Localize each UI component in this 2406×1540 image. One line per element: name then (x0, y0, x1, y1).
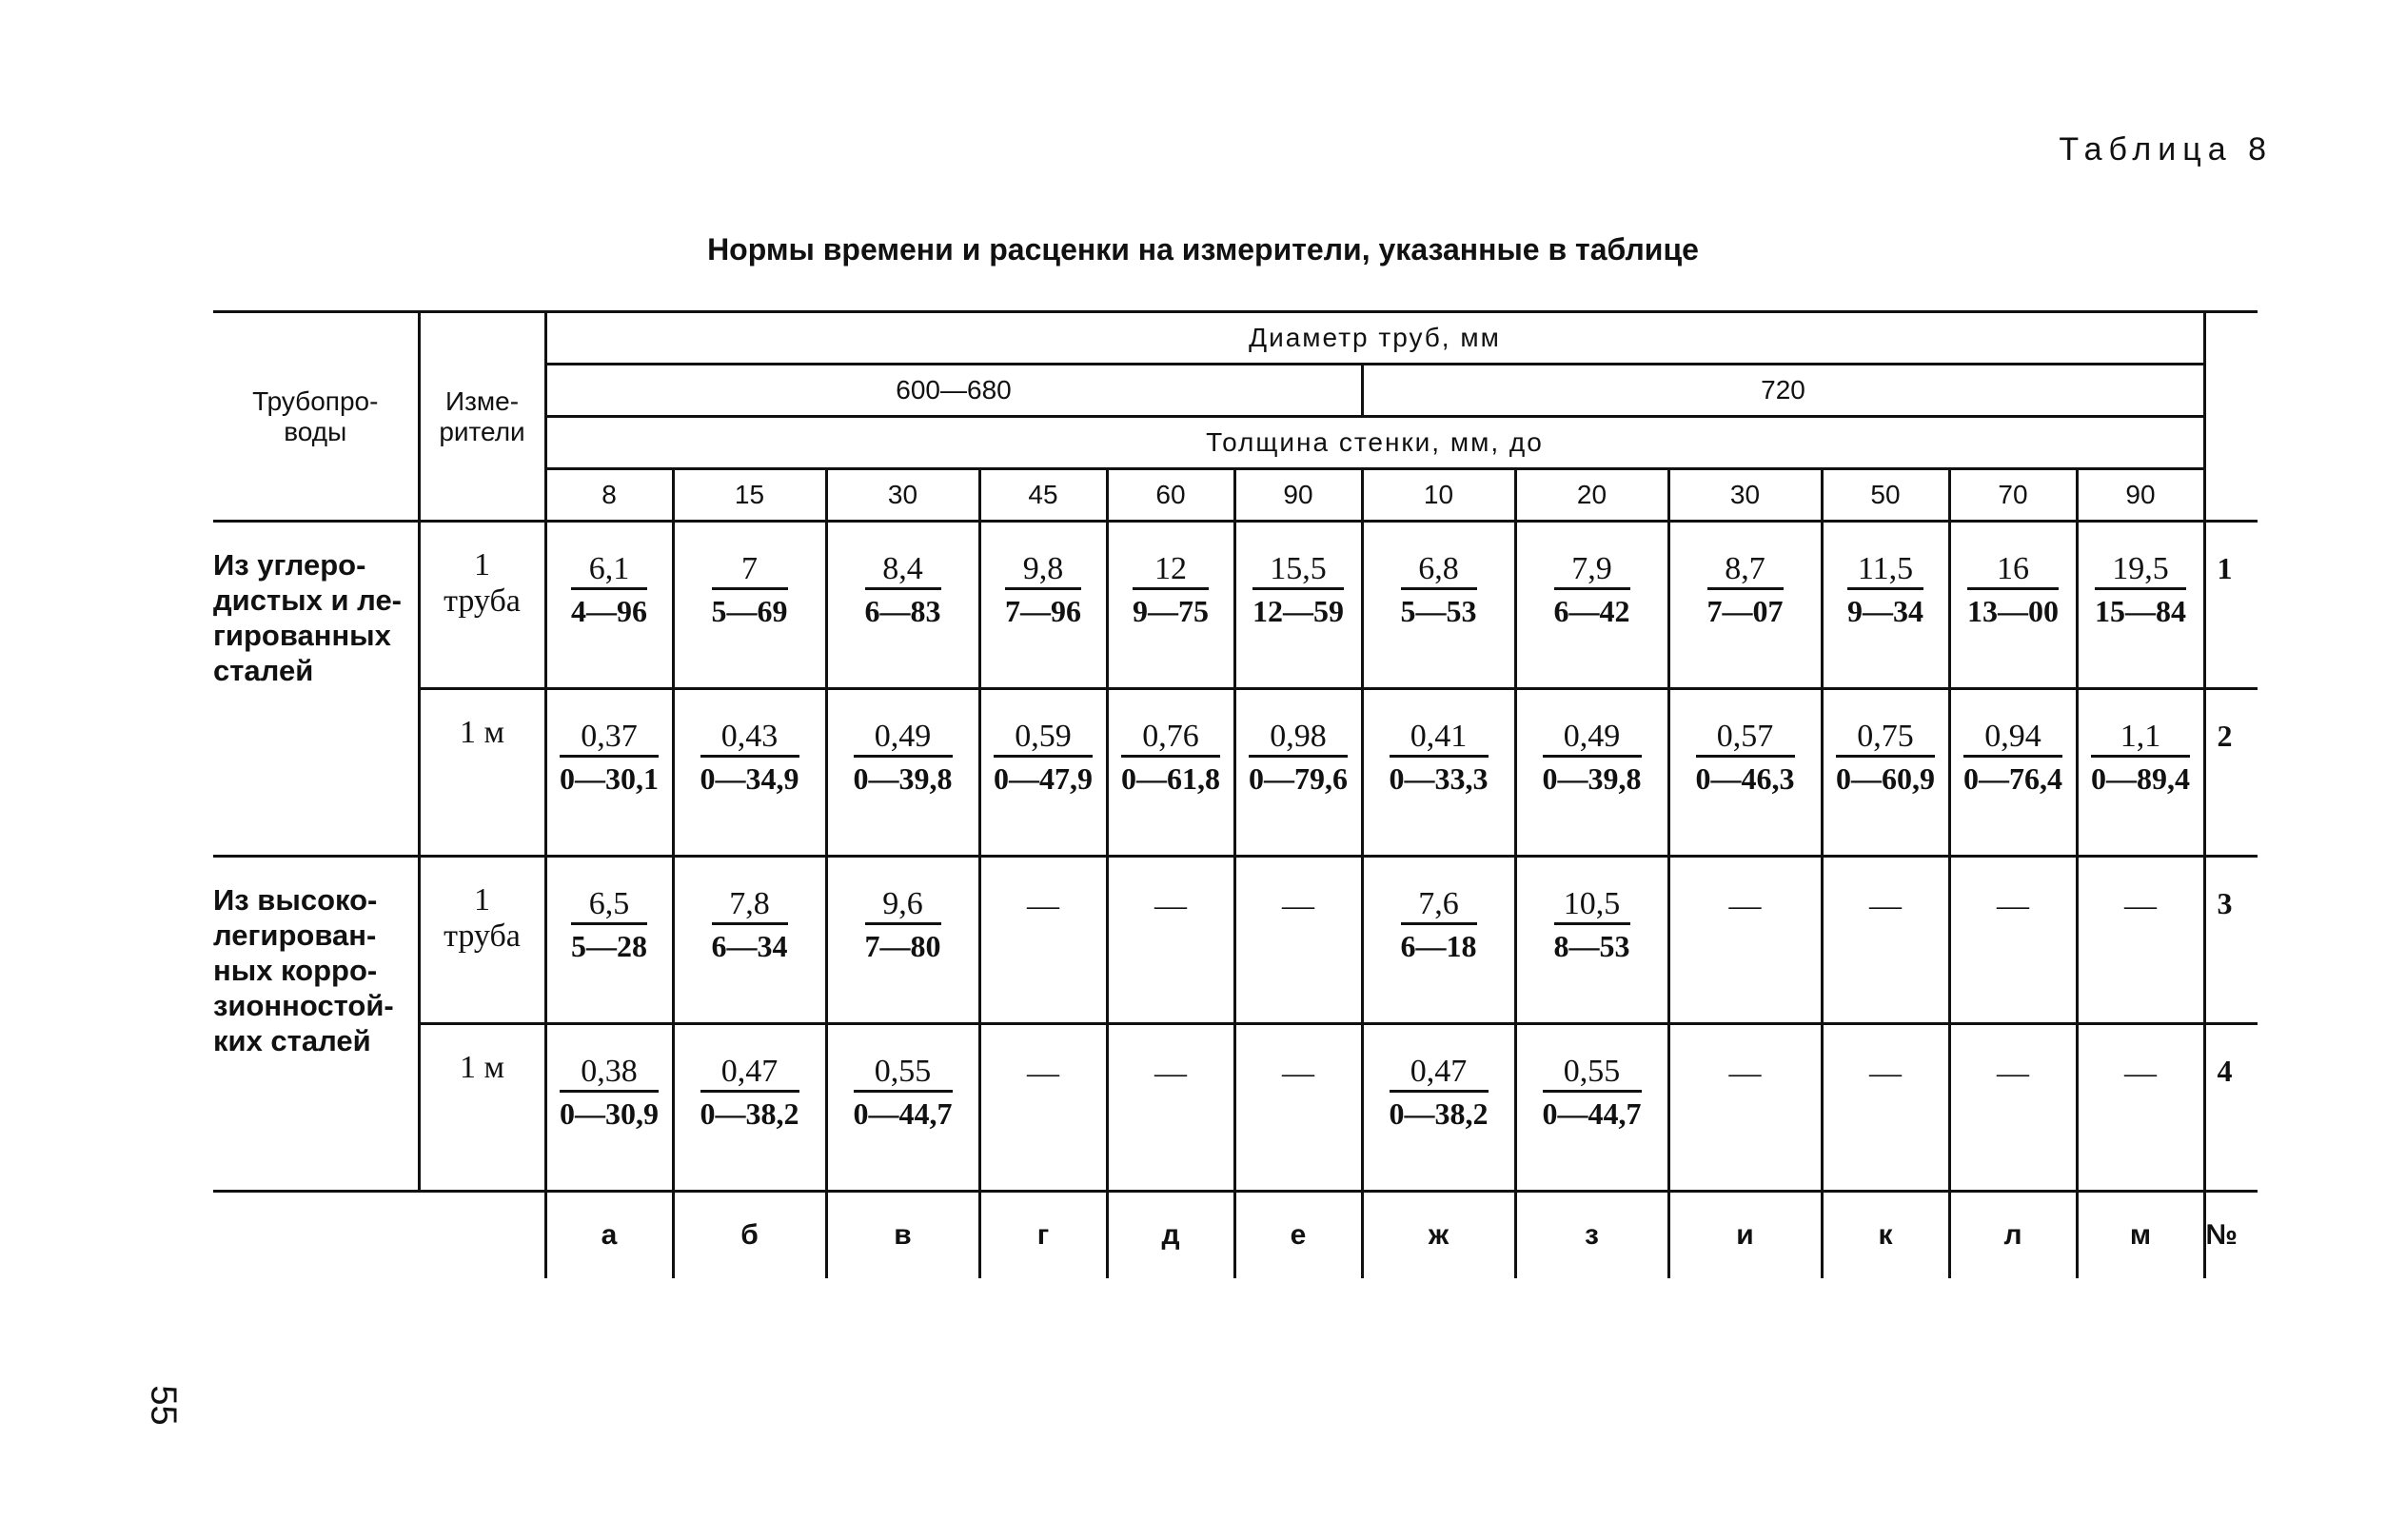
page-number: 55 (143, 1385, 184, 1426)
price-value: 5—69 (711, 594, 788, 628)
table-row (213, 689, 2258, 857)
header-row-1 (213, 312, 2258, 365)
time-norm-fraction (854, 1054, 953, 1135)
price-value: 15—84 (2095, 594, 2186, 628)
no-value-dash: — (1728, 888, 1762, 923)
value-cell (1668, 1024, 1822, 1192)
measure-cell: 1 м (419, 689, 545, 857)
time-norm-fraction (1836, 719, 1935, 800)
time-norm-value: 8,7 (1707, 551, 1784, 590)
time-norm-value: 16 (1967, 551, 2059, 590)
column-letter-cell: а (545, 1192, 673, 1279)
time-norm-value: 0,41 (1390, 719, 1489, 758)
thickness-header-cell: 8 (545, 469, 673, 522)
column-letter-cell: к (1822, 1192, 1949, 1279)
value-cell (1362, 857, 1515, 1024)
time-norm-fraction (712, 886, 788, 967)
column-letter-cell: л (1949, 1192, 2077, 1279)
time-norm-value: 6,8 (1401, 551, 1477, 590)
value-cell (1234, 689, 1362, 857)
price-value: 0—44,7 (1542, 1096, 1642, 1131)
value-cell (1515, 689, 1668, 857)
no-value-dash: — (1997, 1056, 2029, 1091)
header-wall-thickness: Толщина стенки, мм, до (545, 417, 2204, 469)
price-value: 4—96 (571, 594, 647, 628)
price-value: 13—00 (1967, 594, 2059, 628)
column-letter-cell: в (826, 1192, 979, 1279)
measure-cell: 1 м (419, 1024, 545, 1192)
time-norm-fraction (571, 551, 647, 632)
pipeline-type-cell: Из углеро- дистых и ле- гированных сталей (213, 522, 419, 857)
time-norm-value: 0,75 (1836, 719, 1935, 758)
price-value: 0—30,1 (560, 761, 659, 796)
price-value: 7—07 (1706, 594, 1784, 628)
header-num-column (2204, 312, 2258, 522)
time-norm-fraction (854, 719, 953, 800)
thickness-header-cell: 50 (1822, 469, 1949, 522)
value-cell (673, 857, 826, 1024)
time-norm-value: 7 (712, 551, 788, 590)
time-norm-value: 19,5 (2095, 551, 2186, 590)
time-norm-value: 0,47 (700, 1054, 799, 1093)
value-cell (545, 857, 673, 1024)
norms-table (213, 310, 2258, 1278)
column-letter-cell: б (673, 1192, 826, 1279)
header-pipelines (213, 312, 419, 522)
price-value: 7—80 (864, 929, 941, 963)
value-cell (1668, 689, 1822, 857)
price-value: 0—34,9 (700, 761, 799, 796)
value-cell (1107, 1024, 1234, 1192)
price-value: 0—39,8 (853, 761, 953, 796)
value-cell (1668, 857, 1822, 1024)
column-letter-cell: д (1107, 1192, 1234, 1279)
time-norm-value: 0,49 (1543, 719, 1642, 758)
time-norm-fraction (2091, 719, 2190, 800)
value-cell (1949, 689, 2077, 857)
price-value: 0—39,8 (1542, 761, 1642, 796)
time-norm-value: 0,37 (560, 719, 659, 758)
time-norm-value: 0,76 (1121, 719, 1220, 758)
value-cell (1822, 689, 1949, 857)
price-value: 0—38,2 (700, 1096, 799, 1131)
price-value: 0—30,9 (560, 1096, 659, 1131)
column-letter-cell: з (1515, 1192, 1668, 1279)
value-cell (1949, 522, 2077, 689)
value-cell (1234, 857, 1362, 1024)
time-norm-value: 15,5 (1252, 551, 1344, 590)
value-cell (2077, 689, 2204, 857)
time-norm-value: 7,6 (1401, 886, 1477, 925)
thickness-header-cell: 30 (1668, 469, 1822, 522)
time-norm-fraction (1543, 719, 1642, 800)
time-norm-fraction (571, 886, 647, 967)
value-cell (1515, 857, 1668, 1024)
no-value-dash: — (1154, 888, 1187, 923)
row-number-cell: 4 (2204, 1024, 2258, 1192)
row-number-cell: 3 (2204, 857, 2258, 1024)
time-norm-fraction (1252, 551, 1344, 632)
table-title: Нормы времени и расценки на измерители, указанные в таблице (707, 232, 1699, 267)
value-cell (673, 1024, 826, 1192)
thickness-header-cell: 70 (1949, 469, 2077, 522)
table-row (213, 1024, 2258, 1192)
column-letters-row (213, 1192, 2258, 1279)
value-cell (979, 522, 1107, 689)
header-diameter-600-680: 600—680 (545, 365, 1362, 417)
column-letter-cell: м (2077, 1192, 2204, 1279)
time-norm-fraction (1005, 551, 1081, 632)
no-value-dash: — (1154, 1056, 1187, 1091)
value-cell (2077, 857, 2204, 1024)
time-norm-fraction (1249, 719, 1348, 800)
time-norm-fraction (1543, 1054, 1642, 1135)
column-letter-cell: е (1234, 1192, 1362, 1279)
time-norm-fraction (1847, 551, 1923, 632)
price-value: 5—28 (571, 929, 647, 963)
no-value-dash: — (1997, 888, 2029, 923)
no-value-dash: — (1869, 1056, 1902, 1091)
value-cell (545, 1024, 673, 1192)
price-value: 9—75 (1133, 594, 1209, 628)
price-value: 5—53 (1400, 594, 1477, 628)
price-value: 0—33,3 (1389, 761, 1489, 796)
thickness-header-cell: 90 (1234, 469, 1362, 522)
time-norm-fraction (560, 719, 659, 800)
price-value: 0—61,8 (1121, 761, 1220, 796)
no-value-dash: — (1282, 888, 1314, 923)
value-cell (1668, 522, 1822, 689)
value-cell (1107, 522, 1234, 689)
time-norm-fraction (1707, 551, 1784, 632)
time-norm-fraction (1401, 551, 1477, 632)
thickness-header-cell: 90 (2077, 469, 2204, 522)
price-value: 0—46,3 (1695, 761, 1795, 796)
column-letter-cell: г (979, 1192, 1107, 1279)
value-cell (545, 522, 673, 689)
measure-cell: 1 труба (419, 522, 545, 689)
header-diameter: Диаметр труб, мм (545, 312, 2204, 365)
thickness-header-cell: 45 (979, 469, 1107, 522)
no-value-dash: — (2124, 888, 2157, 923)
price-value: 6—42 (1553, 594, 1630, 628)
no-value-dash: — (1869, 888, 1902, 923)
value-cell (1362, 1024, 1515, 1192)
time-norm-value: 0,59 (994, 719, 1093, 758)
header-measures-text: Изме- рители (439, 385, 525, 446)
no-value-dash: — (1728, 1056, 1762, 1091)
letters-row-spacer (213, 1192, 545, 1279)
time-norm-fraction (1963, 719, 2062, 800)
value-cell (1515, 1024, 1668, 1192)
price-value: 6—34 (711, 929, 788, 963)
price-value: 0—79,6 (1249, 761, 1348, 796)
time-norm-value: 6,5 (571, 886, 647, 925)
value-cell (979, 689, 1107, 857)
price-value: 0—60,9 (1836, 761, 1935, 796)
value-cell (1515, 522, 1668, 689)
time-norm-fraction (1696, 719, 1795, 800)
time-norm-value: 6,1 (571, 551, 647, 590)
value-cell (826, 522, 979, 689)
row-number-cell: 2 (2204, 689, 2258, 857)
value-cell (1822, 1024, 1949, 1192)
price-value: 6—18 (1400, 929, 1477, 963)
price-value: 12—59 (1252, 594, 1344, 628)
measure-cell: 1 труба (419, 857, 545, 1024)
price-value: 0—44,7 (853, 1096, 953, 1131)
value-cell (1362, 522, 1515, 689)
value-cell (1234, 522, 1362, 689)
time-norm-value: 0,47 (1390, 1054, 1489, 1093)
price-value: 8—53 (1553, 929, 1630, 963)
thickness-header-cell: 60 (1107, 469, 1234, 522)
time-norm-fraction (700, 719, 799, 800)
price-value: 0—47,9 (994, 761, 1093, 796)
price-value: 6—83 (864, 594, 941, 628)
no-value-dash: — (2124, 1056, 2157, 1091)
time-norm-value: 0,98 (1249, 719, 1348, 758)
time-norm-value: 9,6 (865, 886, 941, 925)
value-cell (826, 1024, 979, 1192)
value-cell (1107, 689, 1234, 857)
table-number-label: Таблица 8 (2059, 131, 2273, 168)
pipeline-type-cell: Из высоко- легирован- ных корро- зионностой- ких сталей (213, 857, 419, 1192)
time-norm-fraction (1121, 719, 1220, 800)
time-norm-value: 0,49 (854, 719, 953, 758)
time-norm-fraction (1401, 886, 1477, 967)
time-norm-value: 0,55 (854, 1054, 953, 1093)
value-cell (826, 689, 979, 857)
price-value: 0—38,2 (1389, 1096, 1489, 1131)
value-cell (673, 522, 826, 689)
value-cell (1949, 1024, 2077, 1192)
value-cell (1107, 857, 1234, 1024)
column-letter-cell: ж (1362, 1192, 1515, 1279)
time-norm-fraction (865, 551, 941, 632)
price-value: 0—76,4 (1963, 761, 2062, 796)
value-cell (545, 689, 673, 857)
value-cell (979, 1024, 1107, 1192)
value-cell (1822, 857, 1949, 1024)
header-pipelines-text: Трубопро- воды (252, 385, 379, 446)
time-norm-value: 0,94 (1963, 719, 2062, 758)
value-cell (979, 857, 1107, 1024)
thickness-header-cell: 30 (826, 469, 979, 522)
time-norm-fraction (2095, 551, 2186, 632)
time-norm-fraction (1390, 719, 1489, 800)
no-value-dash: — (1282, 1056, 1314, 1091)
time-norm-fraction (712, 551, 788, 632)
table-row (213, 857, 2258, 1024)
time-norm-value: 12 (1133, 551, 1209, 590)
time-norm-fraction (1390, 1054, 1489, 1135)
price-value: 0—89,4 (2091, 761, 2190, 796)
value-cell (1822, 522, 1949, 689)
time-norm-value: 0,55 (1543, 1054, 1642, 1093)
value-cell (1362, 689, 1515, 857)
price-value: 9—34 (1847, 594, 1923, 628)
header-diameter-720: 720 (1362, 365, 2204, 417)
thickness-header-cell: 20 (1515, 469, 1668, 522)
time-norm-value: 7,8 (712, 886, 788, 925)
value-cell (673, 689, 826, 857)
time-norm-fraction (560, 1054, 659, 1135)
time-norm-fraction (1554, 551, 1630, 632)
time-norm-value: 0,57 (1696, 719, 1795, 758)
time-norm-value: 10,5 (1554, 886, 1630, 925)
time-norm-value: 11,5 (1847, 551, 1923, 590)
no-value-dash: — (1027, 888, 1059, 923)
header-measures (419, 312, 545, 522)
value-cell (2077, 522, 2204, 689)
table-row (213, 522, 2258, 689)
time-norm-fraction (1967, 551, 2059, 632)
thickness-header-cell: 15 (673, 469, 826, 522)
time-norm-value: 7,9 (1554, 551, 1630, 590)
value-cell (826, 857, 979, 1024)
no-value-dash: — (1027, 1056, 1059, 1091)
time-norm-value: 0,38 (560, 1054, 659, 1093)
row-number-cell: 1 (2204, 522, 2258, 689)
price-value: 7—96 (1005, 594, 1081, 628)
time-norm-fraction (994, 719, 1093, 800)
time-norm-value: 9,8 (1005, 551, 1081, 590)
time-norm-fraction (1554, 886, 1630, 967)
time-norm-fraction (865, 886, 941, 967)
thickness-header-cell: 10 (1362, 469, 1515, 522)
value-cell (2077, 1024, 2204, 1192)
number-column-label: № (2204, 1192, 2258, 1279)
value-cell (1949, 857, 2077, 1024)
time-norm-value: 0,43 (700, 719, 799, 758)
value-cell (1234, 1024, 1362, 1192)
time-norm-fraction (1133, 551, 1209, 632)
time-norm-value: 1,1 (2091, 719, 2190, 758)
time-norm-fraction (700, 1054, 799, 1135)
time-norm-value: 8,4 (865, 551, 941, 590)
column-letter-cell: и (1668, 1192, 1822, 1279)
